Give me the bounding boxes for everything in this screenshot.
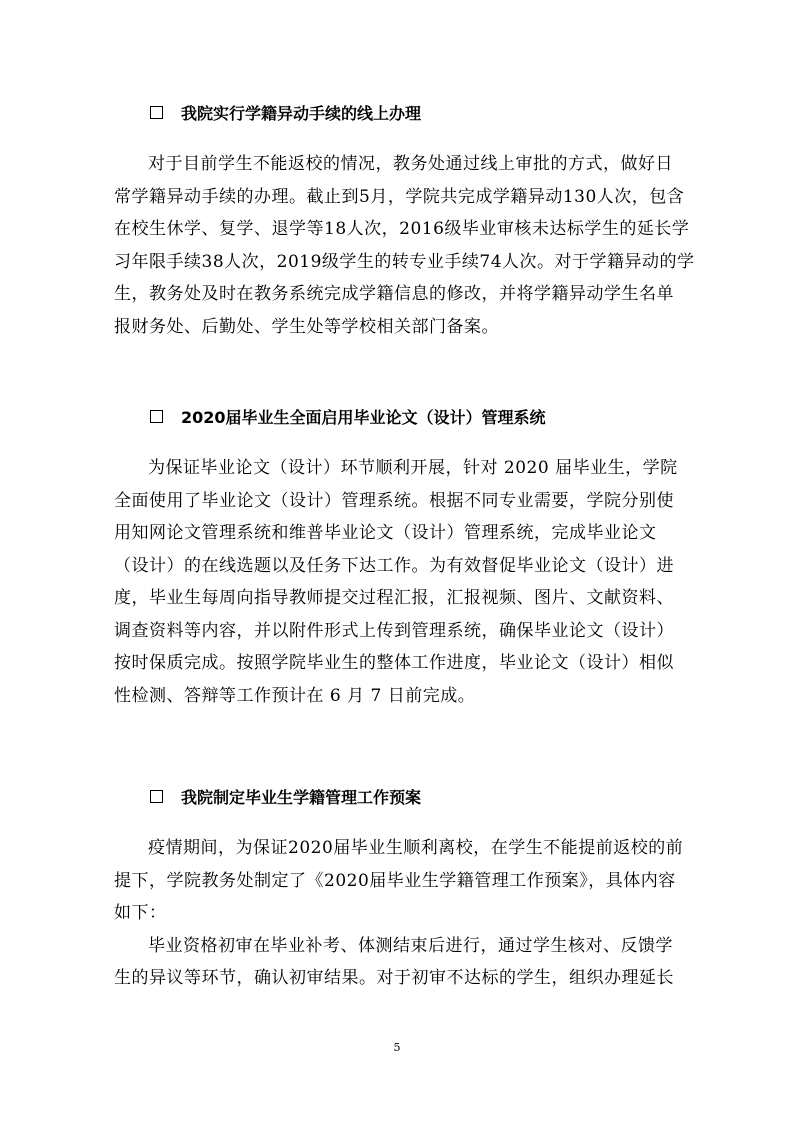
text-line: 用知网论文管理系统和维普毕业论文（设计）管理系统，完成毕业论文 [114, 523, 657, 543]
text-line: 生的异议等环节，确认初审结果。对于初审不达标的学生，组织办理延长 [114, 968, 674, 988]
section-heading-text: 我院实行学籍异动手续的线上办理 [181, 104, 422, 123]
text-line: 为保证毕业论文（设计）环节顺利开展，针对 2020 届毕业生，学院 [148, 458, 678, 478]
section-paragraph-3 [114, 832, 714, 995]
text-line: 常学籍异动手续的办理。截止到5月，学院共完成学籍异动130人次，包含 [114, 186, 685, 207]
text-line: 调查资料等内容，并以附件形式上传到管理系统，确保毕业论文（设计） [114, 620, 674, 641]
text-line: 生，教务处及时在教务系统完成学籍信息的修改，并将学籍异动学生名单 [114, 284, 674, 304]
checkbox-square-icon [150, 410, 163, 423]
text-line: 提下，学院教务处制定了《2020届毕业生学籍管理工作预案》，具体内容 [114, 870, 676, 891]
text-line: （设计）的在线选题以及任务下达工作。为有效督促毕业论文（设计）进 [114, 555, 674, 576]
text-line: 疫情期间，为保证2020届毕业生顺利离校，在学生不能提前返校的前 [148, 838, 684, 858]
section-heading-text: 我院制定毕业生学籍管理工作预案 [181, 788, 422, 807]
text-line: 报财务处、后勤处、学生处等学校相关部门备案。 [114, 316, 499, 337]
text-line: 在校生休学、复学、退学等18人次，2016级毕业审核未达标学生的延长学 [114, 219, 690, 239]
section-paragraph-1 [114, 148, 714, 343]
text-line: 度，毕业生每周向指导教师提交过程汇报，汇报视频、图片、文献资料、 [114, 588, 674, 608]
text-line: 按时保质完成。按照学院毕业生的整体工作进度，毕业论文（设计）相似 [114, 653, 674, 673]
section-heading-2 [150, 408, 546, 428]
text-line: 对于目前学生不能返校的情况，教务处通过线上审批的方式，做好日 [148, 154, 673, 174]
page-number: 5 [393, 1041, 401, 1054]
text-line: 全面使用了毕业论文（设计）管理系统。根据不同专业需要，学院分别使 [114, 490, 674, 511]
text-line: 毕业资格初审在毕业补考、体测结束后进行，通过学生核对、反馈学 [148, 935, 673, 956]
section-heading-text: 2020届毕业生全面启用毕业论文（设计）管理系统 [181, 408, 546, 427]
text-line: 如下： [114, 903, 167, 923]
section-heading-1 [150, 104, 421, 124]
section-heading-3 [150, 788, 421, 808]
text-line: 性检测、答辩等工作预计在 6 月 7 日前完成。 [114, 685, 476, 706]
checkbox-square-icon [150, 790, 163, 803]
checkbox-square-icon [150, 106, 163, 119]
section-paragraph-2 [114, 452, 714, 712]
text-line: 习年限手续38人次，2019级学生的转专业手续74人次。对于学籍异动的学 [114, 251, 695, 272]
